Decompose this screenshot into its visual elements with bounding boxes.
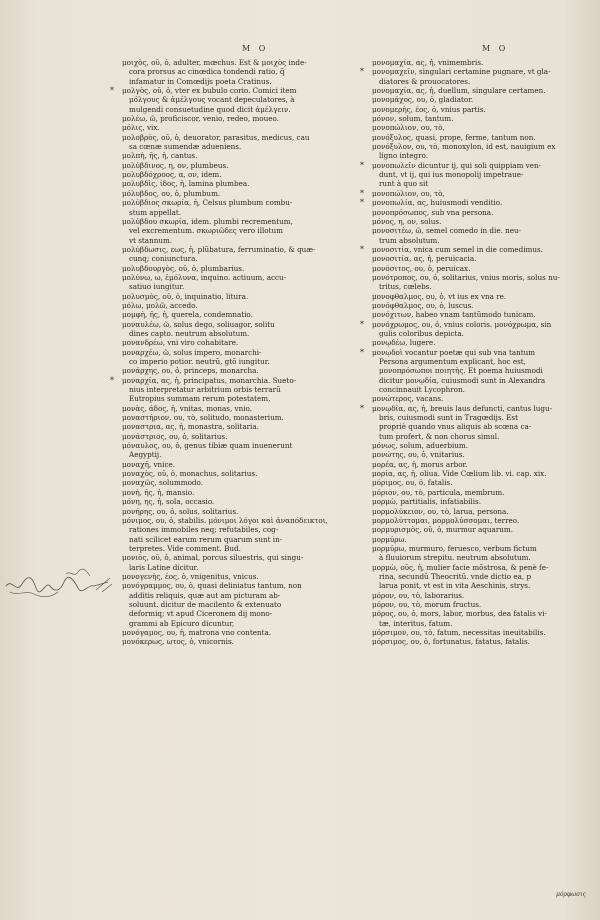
right-entry-line — [372, 600, 600, 609]
entry-text: Aegyptij. — [129, 450, 162, 460]
entry-text: μοναχῆ, vnice. — [122, 459, 176, 469]
right-entry-line — [372, 338, 600, 347]
left-entry-line — [122, 151, 362, 160]
running-head-right: M O — [482, 44, 509, 53]
entry-text: satiuo iungitur. — [129, 282, 185, 292]
right-entry-line — [372, 469, 600, 478]
left-entry-line — [122, 591, 362, 600]
entry-text: μονοσιτία, vnica cum semel in die comedimus. — [372, 244, 543, 254]
entry-text: μομφὴ, ῆς, ἡ, querela, condemnatio. — [122, 310, 253, 320]
entry-text: μολυβδουργὸς, οῦ, ὁ, plumbarius. — [122, 263, 245, 273]
right-entry-line — [372, 525, 600, 534]
left-entry-line — [122, 507, 362, 516]
right-entry-line — [372, 329, 600, 338]
right-entry-line — [372, 516, 600, 525]
entry-text: dicitur μονῳδία, cuiusmodi sunt in Alexandra — [379, 375, 546, 385]
right-entry-line — [372, 357, 600, 366]
entry-text: μόνος, η, ον, solus. — [372, 216, 442, 226]
right-entry-line — [372, 450, 600, 459]
left-entry-line — [122, 170, 362, 179]
left-entry-line — [122, 488, 362, 497]
entry-text: μοναρχέω, ῶ, solus impero, monarchi- — [122, 347, 262, 357]
entry-text: μονομαχεῖν, singulari certamine pugnare, vt gla- — [372, 67, 551, 77]
entry-text: μολγὸς, οῦ, ὁ, vter ex bubulo corio. Comici item — [122, 86, 297, 96]
asterisk-icon: * — [360, 319, 364, 329]
left-entry-line — [122, 535, 362, 544]
entry-text: μοναχῶς, solummodo. — [122, 478, 204, 488]
entry-text: μορμυρισμὸς, οῦ, ὁ, murmur aquarum. — [372, 525, 513, 535]
asterisk-icon: * — [360, 188, 364, 198]
left-entry-line — [122, 572, 362, 581]
entry-text: μονώτης, ου, ὁ, vnitarius. — [372, 450, 465, 460]
right-entry-line — [372, 292, 600, 301]
right-entry-line — [372, 507, 600, 516]
entry-text: sa cœnæ sumendæ aduenienѕ. — [129, 142, 242, 152]
entry-text: μολυβδὶς, ίδος, ἡ, lamina plumbea. — [122, 179, 250, 189]
entry-text: μονότροπος, ου, ὁ, solitarius, vnius moris, solus nu- — [372, 272, 560, 282]
entry-text: concinnauit Lycophron. — [379, 385, 465, 395]
left-entry-line — [122, 236, 362, 245]
entry-text: μονομαχία, ας, ἡ, vnimembris. — [372, 58, 484, 67]
entry-text: μονιὸς, οῦ, ὁ, animal, porcus siluestris, qui singu- — [122, 553, 304, 563]
right-entry-line — [372, 217, 600, 226]
entry-text: Eutropius summam rerum potestatem, — [129, 394, 271, 404]
entry-text: μορμύρω. — [372, 534, 407, 544]
entry-text: deformiq; vt apud Ciceronem dij mono- — [129, 609, 273, 619]
right-entry-line — [372, 208, 600, 217]
right-entry-line — [372, 282, 600, 291]
right-entry-line — [372, 413, 600, 422]
entry-text: μονῳδοὶ vocantur poetæ qui sub vna tantum — [372, 347, 536, 357]
entry-text: μονάστριος, ου, ὁ, solitarius. — [122, 431, 228, 441]
entry-text: μονοπρόσωπος, sub vna persona. — [372, 207, 494, 217]
left-entry-line — [122, 478, 362, 487]
right-entry-line — [360, 347, 600, 357]
left-entry-line — [122, 553, 362, 562]
right-entry-line — [372, 628, 600, 637]
entry-text: μορία, ας, ἡ, oliua. Vide Cœlium lib. vi. cap. xix. — [372, 469, 547, 479]
right-entry-line — [372, 609, 600, 618]
left-entry-line — [122, 460, 362, 469]
entry-text: μορμολύκειον, ου, τὸ, larua, persona. — [372, 506, 509, 516]
entry-text: μοναυλέω, ῶ, solus dego, soliuagor, solitu — [122, 319, 275, 329]
right-entry-line — [372, 637, 600, 646]
right-entry-line — [372, 114, 600, 123]
right-entry-line — [360, 244, 600, 254]
left-entry-line — [122, 581, 362, 590]
left-entry-line — [122, 422, 362, 431]
entry-text: co imperio potior. neutrũ, gtõ iungitur. — [129, 357, 270, 366]
left-entry-line — [122, 413, 362, 422]
right-entry-line — [372, 95, 600, 104]
entry-text: μονόξυλον, ου, τὸ, monoxylon, id est, nauigium ex — [372, 142, 556, 152]
entry-text: μορμὼ, οῦς, ἡ, mulier facie mõstrosa, & penè fe- — [372, 562, 549, 572]
entry-text: μονόχιτων, habeo vnam tantũmodo tunicam. — [372, 310, 536, 320]
asterisk-icon: * — [360, 67, 364, 77]
entry-text: tritus, cœlebs. — [379, 282, 432, 292]
right-entry-line — [372, 133, 600, 142]
entry-text: rina, secundũ Theocritũ. vnde dictio ea, p — [379, 571, 532, 581]
entry-text: μολπὴ, ῆς, ἡ, cantus. — [122, 151, 198, 161]
entry-text: μορμὼ, partitialis, infatiabilis. — [372, 497, 481, 507]
entry-text: μονὴ, ῆς, ἡ, mansio. — [122, 487, 195, 497]
left-entry-line — [122, 301, 362, 310]
entry-text: infamatur in Comœdijs poeta Cratinus. — [129, 76, 272, 86]
left-entry-line — [122, 441, 362, 450]
asterisk-icon: * — [360, 347, 364, 357]
entry-text: μορμολύττομαι, μορμολύσσομαι, terreo. — [372, 515, 520, 525]
entry-text: μολυσμὸς, οῦ, ὁ, inquinatio, litura. — [122, 291, 249, 301]
left-entry-line — [122, 348, 362, 357]
entry-text: μολύνω, ω, ἐμόλυνα, inquino. actiuum, accu- — [122, 272, 287, 282]
right-entry-line — [372, 301, 600, 310]
entry-text: μονοφθαλμος, ου, ὁ, vt ius ex vna re. — [372, 291, 507, 301]
left-entry-line — [122, 67, 362, 76]
entry-text: μονόφθαλμος, ου, ὁ, luscus. — [372, 300, 474, 310]
entry-text: rationes immobiles neq; refutabiles, cog- — [129, 525, 279, 535]
entry-text: μονοπώλιον, ου, τὸ, — [372, 123, 445, 133]
right-entry-line — [360, 403, 600, 413]
left-entry-line — [122, 320, 362, 329]
right-entry-line — [372, 591, 600, 600]
entry-text: μόριμος, ου, ὁ, fatalis. — [372, 478, 453, 488]
left-entry-line — [122, 282, 362, 291]
right-entry-line — [372, 619, 600, 628]
entry-text: μολοβρὸς, οῦ, ὁ, deuorator, parasitus, medicus, cau — [122, 132, 310, 142]
right-entry-line — [372, 142, 600, 151]
entry-text: μονομερὴς, έος, ὁ, vnius partis. — [372, 104, 486, 114]
left-entry-line — [122, 609, 362, 618]
right-entry-line — [372, 376, 600, 385]
left-entry-line — [122, 208, 362, 217]
entry-text: μονῳδέω, lugere. — [372, 338, 436, 348]
entry-text: μονόγαμος, ου, ἡ, matrona vno contenta. — [122, 627, 272, 637]
entry-text: μονόγραμμος, ου, ὁ, quasi deliniatus tantum, non — [122, 581, 302, 591]
entry-text: cora prorsus ac cinœdica tondendi ratio, q̃ — [129, 67, 285, 77]
left-entry-line — [122, 189, 362, 198]
marginalia-scribble-icon — [4, 566, 114, 606]
left-entry-line — [122, 338, 362, 347]
left-entry-line — [122, 404, 362, 413]
left-entry-line — [122, 469, 362, 478]
right-entry-line — [372, 77, 600, 86]
entry-text: μονοσιτέω, ῶ, semel comedo in die. neu- — [372, 226, 522, 236]
right-entry-line — [372, 394, 600, 403]
entry-text: propriè quando vnus aliquis ab scœna ca- — [379, 422, 532, 432]
left-entry-line — [122, 357, 362, 366]
entry-text: μονόξυλος, quasi, prope, ferme, tantum non. — [372, 132, 536, 142]
entry-text: à fluuiorum strepitu. neutrum absolutum. — [379, 553, 531, 563]
asterisk-icon: * — [360, 244, 364, 254]
left-entry-line — [122, 563, 362, 572]
left-entry-line — [122, 95, 362, 104]
left-entry-line — [122, 385, 362, 394]
entry-text: μορέα, ας, ἡ, morus arbor. — [372, 459, 468, 469]
entry-text: μονογενὴς, έος, ὁ, vnigenitus, vnicus. — [122, 571, 259, 581]
left-entry-line — [122, 226, 362, 235]
entry-text: μόλγους & ἀμέλγους vocant depeculatores, à — [129, 95, 295, 105]
left-entry-line — [122, 600, 362, 609]
right-entry-line — [372, 58, 600, 67]
entry-text: μόρον, ου, τὸ, morum fructus. — [372, 599, 482, 609]
entry-text: μονομαχία, ας, ἡ, duellum, singulare certamen. — [372, 86, 546, 96]
left-entry-line — [122, 329, 362, 338]
right-entry-line — [372, 572, 600, 581]
right-entry-line — [372, 366, 600, 375]
catchword: μόρφωσις — [556, 891, 586, 898]
entry-text: μονοπωλεῖν dicuntur ij, qui soli quippiam ven- — [372, 160, 542, 170]
left-entry-line — [122, 77, 362, 86]
entry-text: diatores & prouocatores. — [379, 76, 471, 86]
asterisk-icon: * — [110, 375, 114, 385]
right-entry-line — [360, 67, 600, 77]
entry-text: μολύβδωσις, εως, ἡ, plũbatura, ferruminatio, & quæ- — [122, 244, 316, 254]
entry-text: μορμύρω, murmuro, feruesco, verbum fictum — [372, 543, 537, 553]
entry-text: gulis coloribus depicta. — [379, 328, 464, 338]
entry-text: μονόσιτος, ου, ὁ, peruicax. — [372, 263, 471, 273]
entry-text: μολύβδιος σκωρία, ἡ, Celsus plumbum combu- — [122, 198, 293, 208]
entry-text: μόρον, ου, τὸ, laborarius. — [372, 590, 465, 600]
left-entry-line — [122, 114, 362, 123]
entry-text: cunq; coniunctura. — [129, 254, 198, 264]
entry-text: μοναστρια, ας, ἡ, monastra, solitaria. — [122, 422, 259, 432]
entry-text: stum appellat. — [129, 207, 182, 217]
right-entry-line — [360, 198, 600, 208]
entry-text: μοναρχία, ας, ἡ, principatus, monarchia. Sueto- — [122, 375, 297, 385]
right-entry-line — [372, 441, 600, 450]
left-entry-line — [122, 366, 362, 375]
entry-text: tum profert, & non chorus simul. — [379, 431, 500, 441]
right-entry-line — [372, 553, 600, 562]
left-entry-line — [122, 58, 362, 67]
asterisk-icon: * — [360, 198, 364, 208]
entry-text: dunt, vt ij, qui ius monopolij impetraue- — [379, 170, 524, 180]
left-entry-line — [122, 432, 362, 441]
entry-text: μονοσιτία, ας, ἡ, peruicacia. — [372, 254, 477, 264]
left-entry-line — [122, 142, 362, 151]
entry-text: tæ, interitus, fatum. — [379, 618, 453, 628]
entry-text: μονὰς, άδος, ἡ, vnitas, monas, vnio. — [122, 403, 253, 413]
right-entry-line — [372, 310, 600, 319]
entry-text: μολυβδόχροος, α, ον, idem. — [122, 170, 222, 180]
entry-text: μονόκερως, ωτος, ὁ, vnicornis. — [122, 637, 234, 647]
entry-text: μόνως, solum, aduerbium. — [372, 441, 468, 451]
right-entry-line — [372, 254, 600, 263]
asterisk-icon: * — [110, 86, 114, 96]
entry-text: μολύβδου σκωρία, idem. plumbi recrementum, — [122, 216, 293, 226]
entry-text: nati scilicet earum rerum quarum sunt in- — [129, 534, 283, 544]
left-entry-line — [122, 516, 362, 525]
right-entry-line — [372, 544, 600, 553]
entry-text: bris, cuiusmodi sunt in Tragœdijs. Est — [379, 413, 518, 423]
entry-text: trum absolutum. — [379, 235, 440, 245]
entry-text: μονοπωλία, ας, huiusmodi venditio. — [372, 198, 503, 208]
left-entry-line — [122, 497, 362, 506]
entry-text: ligno integro. — [379, 151, 429, 161]
entry-text: Persona argumentum explicant, hoc est, — [379, 357, 526, 366]
entry-text: μόρσιμον, ου, τὸ, fatum, necessitas ineuitabilis. — [372, 627, 546, 637]
right-entry-line — [372, 432, 600, 441]
right-entry-line — [372, 422, 600, 431]
entry-text: μονήρης, ου, ὁ, solus, solitarius. — [122, 506, 239, 516]
right-entry-line — [372, 385, 600, 394]
entry-text: μόριον, ου, τὸ, particula, membrum. — [372, 487, 505, 497]
right-entry-line — [372, 478, 600, 487]
left-column — [110, 58, 362, 647]
entry-text: μονανδρέω, vni viro cohabitare. — [122, 338, 239, 348]
left-entry-line — [122, 394, 362, 403]
entry-text: μόρος, ου, ὁ, mors, labor, morbus, dea fatalis vi- — [372, 609, 547, 619]
entry-text: μόνη, ης, ἡ, sola, occasio. — [122, 497, 215, 507]
left-entry-line — [110, 86, 362, 96]
entry-text: μοναστήριον, ου, τὸ, solitudo, monasterium. — [122, 413, 284, 423]
entry-text: μόλυβδος, ου, ὁ, plumbum. — [122, 188, 221, 198]
right-entry-line — [360, 188, 600, 198]
entry-text: μοιχὸς, οῦ, ὁ, adulter, mœchus. Est & μοιχὸς inde- — [122, 58, 307, 67]
left-entry-line — [122, 264, 362, 273]
entry-text: μόλις, vix. — [122, 123, 160, 133]
entry-text: μονώτερος, vacans. — [372, 394, 444, 404]
entry-text: runt à quo sit — [379, 179, 429, 189]
right-entry-line — [372, 236, 600, 245]
entry-text: laris Latine dicitur. — [129, 562, 199, 572]
left-entry-line — [122, 254, 362, 263]
entry-text: μονάρχης, ου, ὁ, princeps, monarcha. — [122, 366, 259, 376]
entry-text: μόνιμος, ου, ὁ, stabilis. μόνιμοι λόγοι καὶ ἀναπόδεικτοι, — [122, 515, 328, 525]
left-entry-line — [122, 637, 362, 646]
running-head-left: M O — [242, 44, 269, 53]
handwritten-marginalia — [4, 566, 114, 606]
left-entry-line — [122, 292, 362, 301]
left-entry-line — [122, 123, 362, 132]
entry-text: grammi ab Epicuro dicuntur, — [129, 618, 235, 628]
entry-text: μόλω, μολῶ, accedo. — [122, 300, 198, 310]
left-entry-line — [122, 450, 362, 459]
left-entry-line — [122, 245, 362, 254]
right-entry-line — [372, 497, 600, 506]
entry-text: μόρσιμος, ου, ὁ, fortunatus, fatatus, fatalis. — [372, 637, 530, 647]
right-entry-line — [372, 273, 600, 282]
entry-text: μονόχρωμος, ου, ὁ, vnius coloris. μονόχρωμα, sin — [372, 319, 552, 329]
left-entry-line — [122, 198, 362, 207]
entry-text: vel excrementum. σκωριῶδες vero illotum — [129, 226, 283, 236]
entry-text: additis reliquis, quæ aut am picturam ab- — [129, 590, 281, 600]
entry-text: soluunt. dicitur de macilento & extenuato — [129, 599, 282, 609]
right-entry-line — [372, 264, 600, 273]
right-entry-line — [372, 151, 600, 160]
right-entry-line — [372, 226, 600, 235]
right-entry-line — [372, 170, 600, 179]
right-entry-line — [372, 581, 600, 590]
asterisk-icon: * — [360, 403, 364, 413]
right-entry-line — [372, 179, 600, 188]
entry-text: nius interpretatur arbitrium orbis terrarũ — [129, 385, 281, 395]
right-entry-line — [360, 160, 600, 170]
entry-text: larua ponit, vt est in vita Aeschinis, strys. — [379, 581, 531, 591]
left-entry-line — [122, 619, 362, 628]
entry-text: μονοπώλιον, ου, τὸ, — [372, 188, 445, 198]
entry-text: μονοπρόσωποι ποιητὴς. Et poema huiusmodi — [379, 366, 543, 376]
entry-text: μολέω, ῶ, proficiscor, venio, redeo, moueo. — [122, 114, 279, 124]
asterisk-icon: * — [360, 160, 364, 170]
entry-text: μόναυλος, ου, ὁ, genus tibiæ quam inuenerunt — [122, 441, 293, 451]
left-entry-line — [122, 525, 362, 534]
left-entry-line — [110, 375, 362, 385]
right-entry-line — [372, 123, 600, 132]
right-entry-line — [372, 488, 600, 497]
left-entry-line — [122, 544, 362, 553]
left-entry-line — [122, 133, 362, 142]
left-entry-line — [122, 179, 362, 188]
right-entry-line — [372, 563, 600, 572]
entry-text: terpretes. Vide comment. Bud. — [129, 543, 241, 553]
right-entry-line — [372, 535, 600, 544]
entry-text: μονομάχος, ου, ὁ, gladiator. — [372, 95, 474, 105]
entry-text: dines capto. neutrum absolutum. — [129, 328, 250, 338]
entry-text: vt stannum. — [129, 235, 173, 245]
right-entry-line — [372, 105, 600, 114]
entry-text: μοναχὸς, οῦ, ὁ, monachus, solitarius. — [122, 469, 258, 479]
entry-text: μονῳδία, ας, ἡ, breuis laus defuncti, cantus lugu- — [372, 403, 553, 413]
left-entry-line — [122, 217, 362, 226]
entry-text: μολύβδινος, η, ον, plumbeus. — [122, 160, 229, 170]
left-entry-line — [122, 105, 362, 114]
right-entry-line — [372, 460, 600, 469]
entry-text: mulgendi consuetudine quod dicit ἀμέλγειν. — [129, 104, 291, 114]
left-entry-line — [122, 273, 362, 282]
right-column — [360, 58, 600, 647]
right-entry-line — [360, 319, 600, 329]
left-entry-line — [122, 310, 362, 319]
left-entry-line — [122, 628, 362, 637]
right-entry-line — [372, 86, 600, 95]
entry-text: μόνον, solum, tantum. — [372, 114, 454, 124]
left-entry-line — [122, 161, 362, 170]
